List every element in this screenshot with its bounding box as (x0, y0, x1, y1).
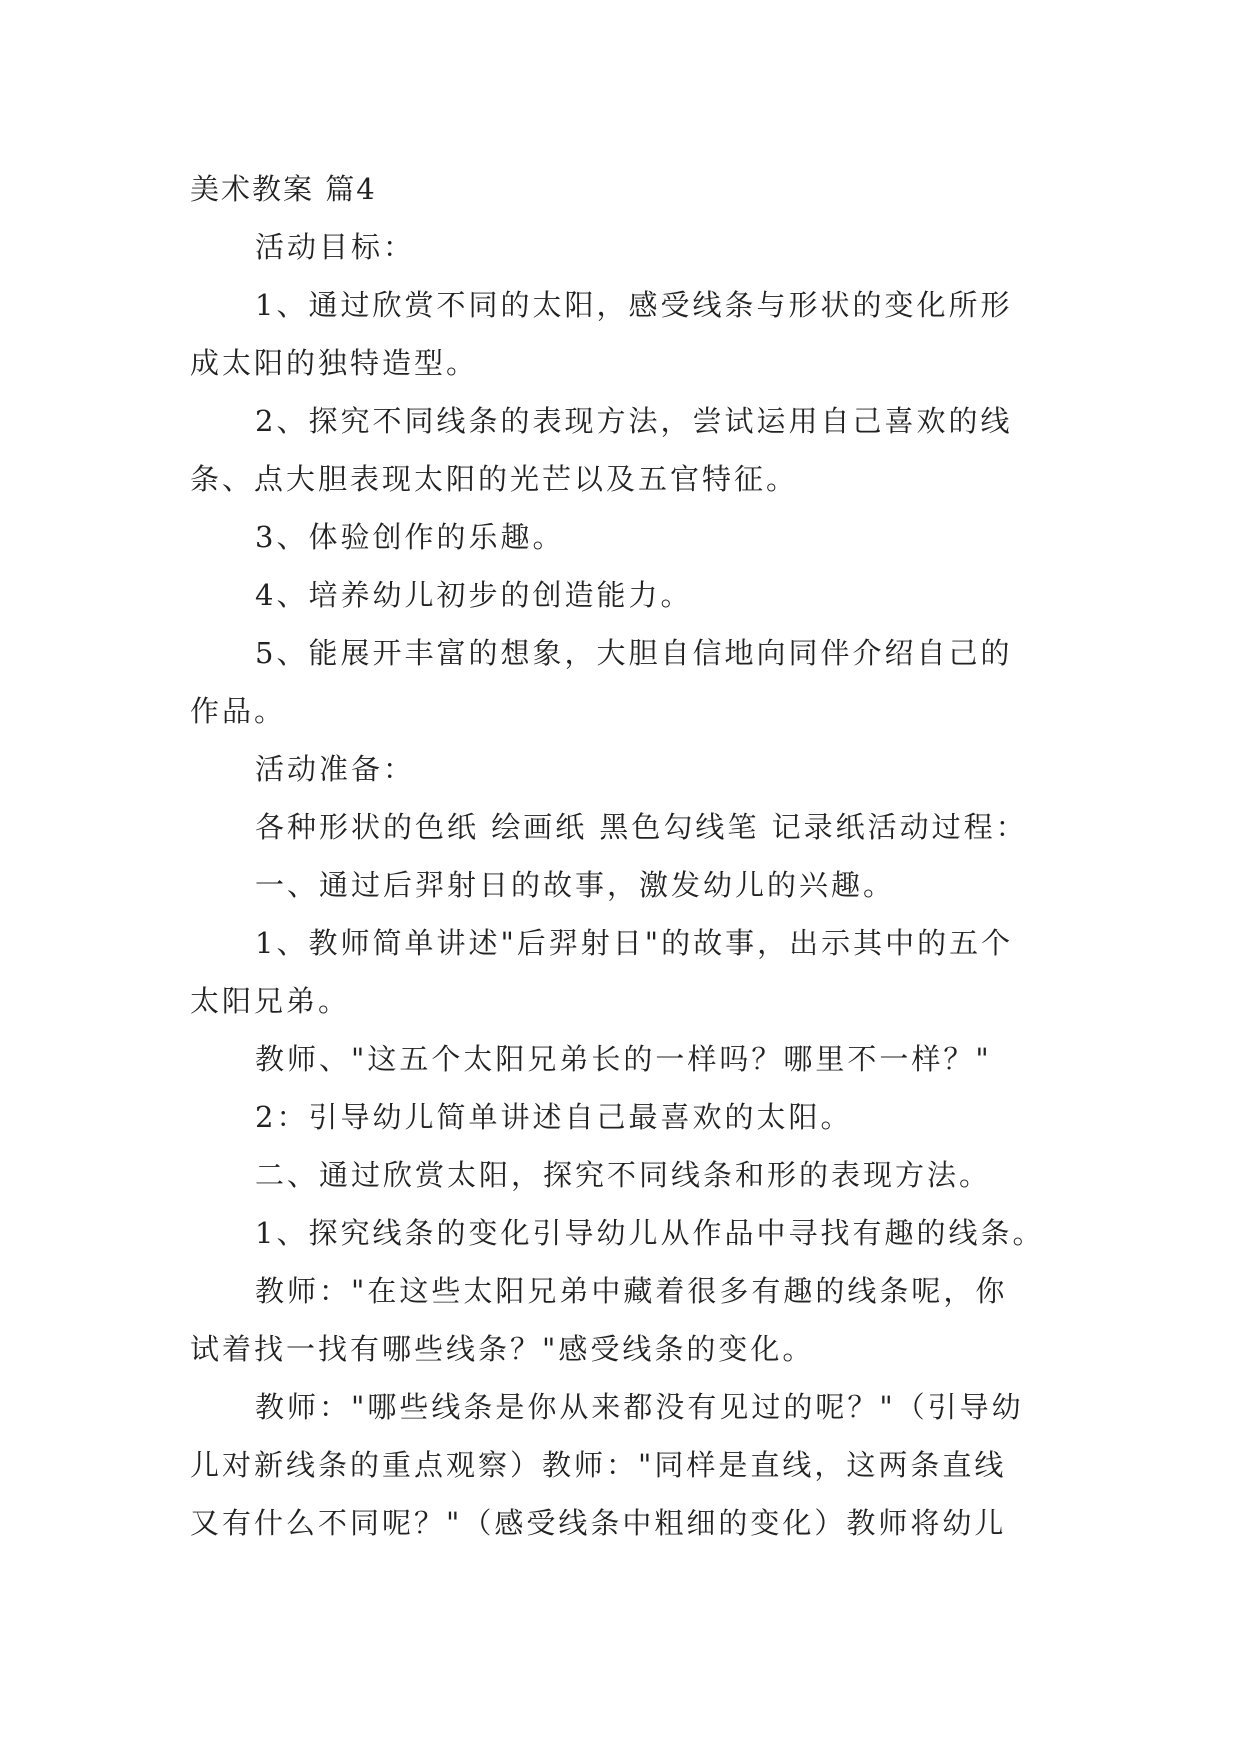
paragraph-line: 教师："在这些太阳兄弟中藏着很多有趣的线条呢，你 (255, 1274, 1008, 1308)
paragraph-line: 教师、"这五个太阳兄弟长的一样吗？哪里不一样？" (255, 1042, 992, 1076)
paragraph-line: 教师："哪些线条是你从来都没有见过的呢？"（引导幼 (255, 1390, 1024, 1424)
paragraph-line: 太阳兄弟。 (190, 984, 351, 1018)
paragraph-line: 条、点大胆表现太阳的光芒以及五官特征。 (190, 462, 799, 496)
document-title: 美术教案 篇4 (190, 172, 377, 206)
section-heading-preparation: 活动准备： (255, 752, 416, 786)
paragraph-line: 一、通过后羿射日的故事，激发幼儿的兴趣。 (255, 868, 896, 902)
paragraph-line: 2：引导幼儿简单讲述自己最喜欢的太阳。 (255, 1100, 853, 1134)
paragraph-line: 1、探究线条的变化引导幼儿从作品中寻找有趣的线条。 (255, 1216, 1045, 1250)
paragraph-line: 儿对新线条的重点观察）教师："同样是直线，这两条直线 (190, 1448, 1007, 1482)
paragraph-line: 4、培养幼儿初步的创造能力。 (255, 578, 693, 612)
paragraph-line: 2、探究不同线条的表现方法，尝试运用自己喜欢的线 (255, 404, 1013, 438)
paragraph-line: 5、能展开丰富的想象，大胆自信地向同伴介绍自己的 (255, 636, 1013, 670)
section-heading-goals: 活动目标： (255, 230, 416, 264)
paragraph-line: 3、体验创作的乐趣。 (255, 520, 565, 554)
document-body (190, 160, 1060, 1552)
paragraph-line: 1、教师简单讲述"后羿射日"的故事，出示其中的五个 (255, 926, 1014, 960)
paragraph-line: 又有什么不同呢？"（感受线条中粗细的变化）教师将幼儿 (190, 1506, 1007, 1540)
paragraph-line: 各种形状的色纸 绘画纸 黑色勾线笔 记录纸活动过程： (255, 810, 1028, 844)
paragraph-line: 二、通过欣赏太阳，探究不同线条和形的表现方法。 (255, 1158, 992, 1192)
paragraph-line: 成太阳的独特造型。 (190, 346, 479, 380)
paragraph-line: 1、通过欣赏不同的太阳，感受线条与形状的变化所形 (255, 288, 1013, 322)
paragraph-line: 试着找一找有哪些线条？"感受线条的变化。 (190, 1332, 815, 1366)
paragraph-line: 作品。 (190, 694, 287, 728)
